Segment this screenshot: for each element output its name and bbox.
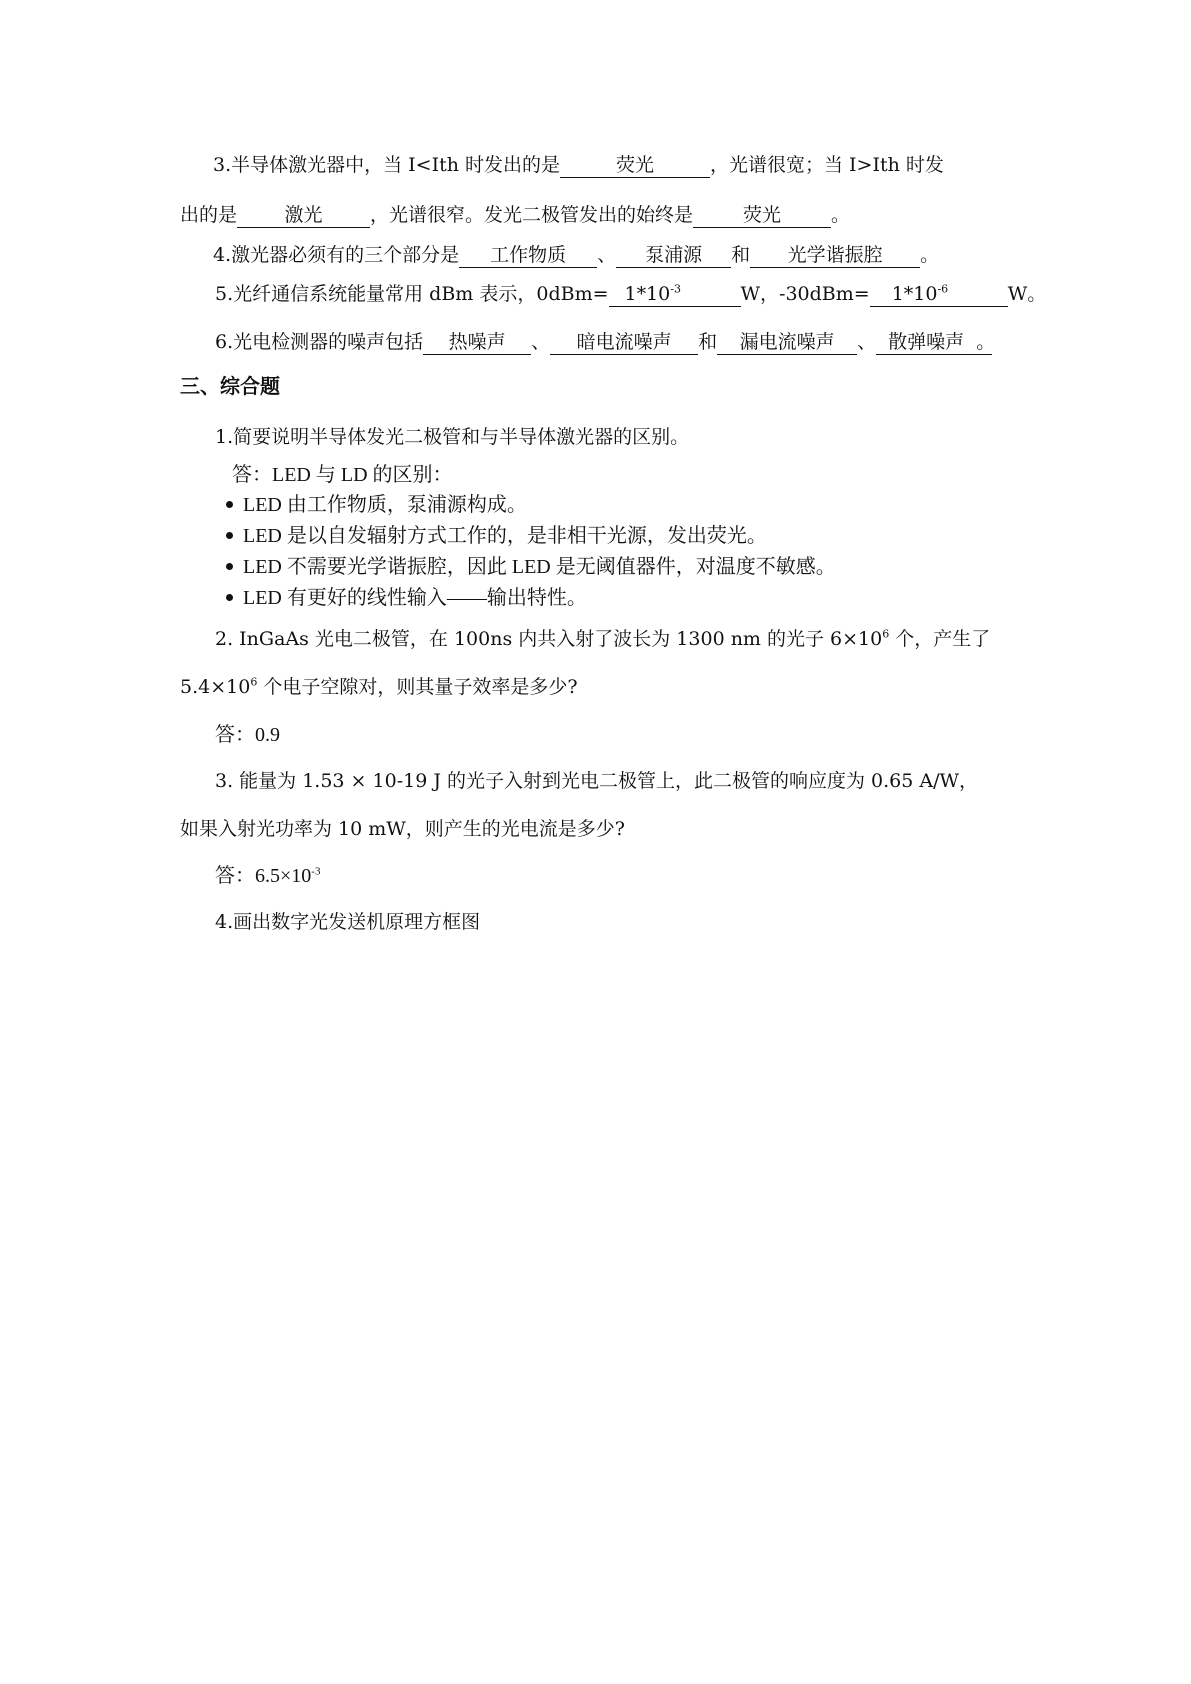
q6-sep-2: 和: [698, 331, 718, 353]
q5-text-3: W。: [1007, 283, 1047, 305]
list-item: [226, 492, 527, 518]
s2-text-2: 个，产生了: [889, 628, 991, 650]
q6-blank-1: 热噪声: [423, 330, 531, 355]
q5-blank-2-exp: -6: [937, 282, 949, 296]
s2-answer: 答：0.9: [215, 724, 280, 746]
s2-line-1: [215, 626, 990, 652]
q5-blank-2: [870, 282, 1008, 307]
q4-line: [213, 242, 939, 268]
bullet-text: LED 有更好的线性输入——输出特性。: [243, 587, 587, 609]
s3-answer-base: 答：6.5×10: [215, 865, 312, 887]
bullet-icon: [226, 501, 233, 508]
s2-text-1: 2. InGaAs 光电二极管，在 100ns 内共入射了波长为 1300 nm 的光子 6×10: [215, 628, 883, 650]
s3-line-1: 3. 能量为 1.53 × 10-19 J 的光子入射到光电二极管上，此二极管的响应度为 0.65 A/W，: [215, 770, 979, 792]
s2-text-4: 个电子空隙对，则其量子效率是多少?: [257, 676, 578, 698]
q5-blank-1: [609, 282, 741, 307]
q4-blank-1: 工作物质: [459, 243, 597, 268]
q3-text-2: ，光谱很宽；当 I>Ith 时发: [710, 154, 944, 176]
s2-exp-1: 6: [882, 627, 890, 641]
q6-sep-3: 、: [857, 331, 877, 353]
q3-blank-1: 荧光: [560, 153, 710, 178]
q3-text-1: 3.半导体激光器中，当 I<Ith 时发出的是: [213, 154, 561, 176]
s1-answer-intro: 答：LED 与 LD 的区别：: [232, 464, 453, 486]
s1-question: 1.简要说明半导体发光二极管和与半导体激光器的区别。: [215, 426, 690, 448]
q6-blank-2: 暗电流噪声: [550, 330, 698, 355]
q6-end: 。: [976, 331, 996, 353]
q3-text-4: ，光谱很窄。发光二极管发出的始终是: [370, 204, 694, 226]
q5-text-1: 5.光纤通信系统能量常用 dBm 表示，0dBm=: [215, 283, 609, 305]
section-heading: 三、综合题: [180, 374, 280, 398]
q4-sep-2: 和: [731, 244, 751, 266]
q6-line: [215, 329, 996, 355]
s4-question: 4.画出数字光发送机原理方框图: [215, 911, 481, 933]
s3-answer-exp: -3: [311, 865, 321, 878]
q4-sep-1: 、: [597, 244, 617, 266]
q5-line: [215, 281, 1046, 307]
q4-blank-2: 泵浦源: [616, 243, 731, 268]
bullet-text: LED 不需要光学谐振腔，因此 LED 是无阈值器件，对温度不敏感。: [243, 556, 836, 578]
q3-blank-3: 荧光: [693, 203, 831, 228]
q5-blank-1-exp: -3: [670, 282, 681, 296]
q5-blank-2-base: 1*10: [891, 283, 938, 305]
list-item: [226, 523, 767, 549]
q4-blank-3: 光学谐振腔: [750, 243, 920, 268]
s2-line-2: [180, 674, 578, 700]
bullet-icon: [226, 594, 233, 601]
s3-answer: [215, 863, 320, 889]
bullet-icon: [226, 563, 233, 570]
q6-blank-3: 漏电流噪声: [717, 330, 857, 355]
q3-text-5: 。: [831, 204, 851, 226]
q6-blank-4: 散弹噪声: [876, 330, 976, 355]
bullet-text: LED 是以自发辐射方式工作的，是非相干光源，发出荧光。: [243, 525, 767, 547]
s3-line-2: 如果入射光功率为 10 mW，则产生的光电流是多少?: [180, 818, 625, 840]
list-item: [226, 585, 587, 611]
q3-blank-2: 激光: [237, 203, 370, 228]
q3-line-1: [213, 152, 944, 178]
q4-end: 。: [920, 244, 940, 266]
bullet-text: LED 由工作物质，泵浦源构成。: [243, 494, 527, 516]
q6-sep-1: 、: [531, 331, 551, 353]
bullet-icon: [226, 532, 233, 539]
s2-exp-2: 6: [250, 675, 258, 689]
q4-text: 4.激光器必须有的三个部分是: [213, 244, 460, 266]
q6-text: 6.光电检测器的噪声包括: [215, 331, 424, 353]
q3-text-3: 出的是: [180, 204, 238, 226]
s2-text-3: 5.4×10: [180, 676, 251, 698]
q5-blank-1-base: 1*10: [624, 283, 671, 305]
list-item: [226, 554, 836, 580]
q3-line-2: [180, 202, 850, 228]
q5-text-2: W，-30dBm=: [740, 283, 870, 305]
